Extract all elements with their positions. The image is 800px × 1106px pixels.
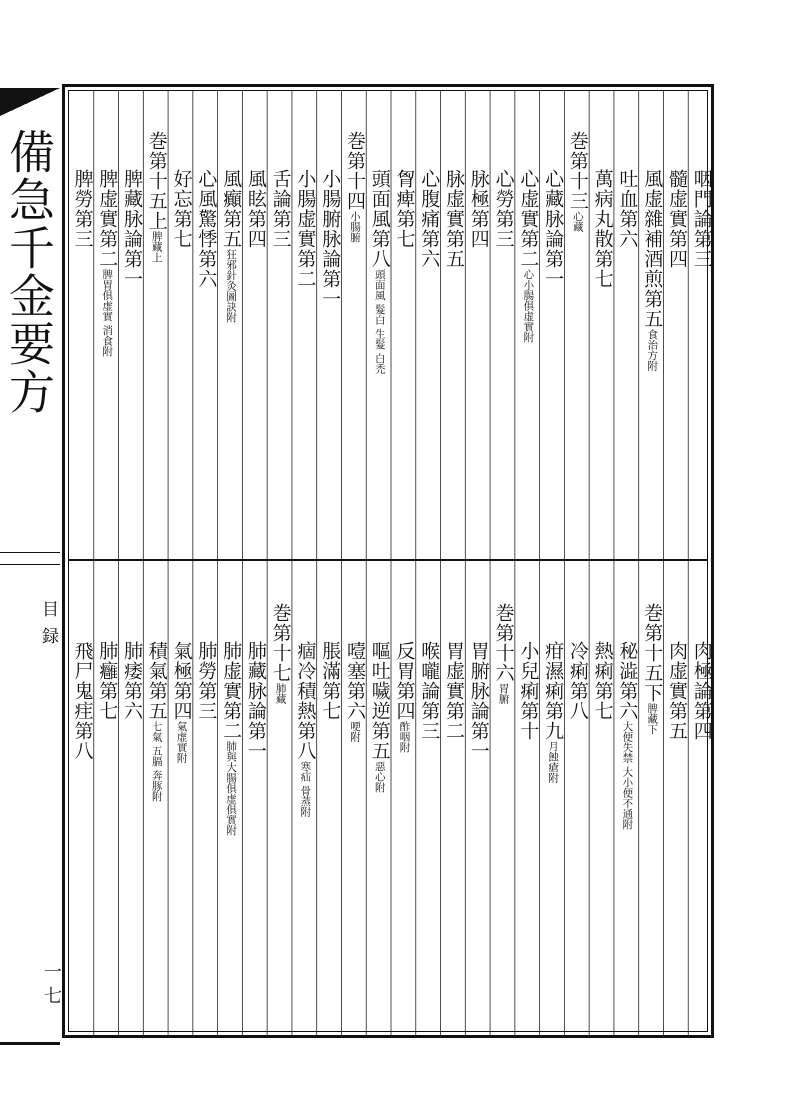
- entry-title: 心勞第三: [492, 169, 515, 249]
- toc-column: [515, 563, 540, 1037]
- entry-annotation: 氣虚實附: [175, 721, 188, 763]
- entry-title: 疳濕痢第九: [542, 641, 565, 741]
- toc-entry: [639, 169, 664, 371]
- toc-column: [565, 563, 590, 1037]
- toc-column: [70, 563, 95, 1037]
- entry-title: 冷痢第八: [566, 641, 589, 721]
- entry-title: 飛尸鬼疰第八: [71, 641, 94, 761]
- entry-title: 脾虚實第二: [96, 169, 119, 269]
- toc-column: [491, 91, 516, 557]
- toc-entry: [367, 169, 392, 374]
- toc-column: [664, 563, 689, 1037]
- toc-entry: [540, 169, 565, 289]
- toc-column: [515, 91, 540, 557]
- toc-column: [590, 563, 615, 1037]
- entry-title: 痼冷積熱第八: [294, 641, 317, 761]
- toc-column: [342, 91, 367, 557]
- entry-title: 心腹痛第六: [418, 169, 441, 269]
- entry-title: 巻第十七: [269, 603, 292, 683]
- toc-column: [639, 91, 664, 557]
- entry-title: 噎塞第六: [343, 641, 366, 721]
- toc-column: [441, 91, 466, 557]
- entry-title: 風虚雜補酒煎第五: [641, 169, 664, 329]
- toc-column: [94, 91, 119, 557]
- entry-title: 巻第十四: [343, 131, 366, 211]
- entry-title: 巻第十三: [566, 131, 589, 211]
- entry-title: 嘔吐噦逆第五: [368, 641, 391, 761]
- entry-annotation: 大便失禁 大小便不通附: [621, 721, 634, 830]
- entry-title: 脾藏脉論第一: [121, 169, 144, 289]
- toc-column: [292, 563, 317, 1037]
- toc-column: [590, 91, 615, 557]
- toc-entry: [664, 641, 689, 741]
- toc-column: [119, 91, 144, 557]
- toc-column: [689, 563, 714, 1037]
- toc-volume-heading: [144, 131, 169, 263]
- toc-entry: [317, 641, 342, 721]
- entry-title: 風癲第五: [220, 169, 243, 249]
- entry-title: 反胃第四: [393, 641, 416, 721]
- entry-title: 頭面風第八: [368, 169, 391, 269]
- toc-column: [243, 563, 268, 1037]
- toc-column: [664, 91, 689, 557]
- entry-annotation: 胃腑: [497, 683, 510, 704]
- toc-column: [94, 563, 119, 1037]
- toc-frame: [62, 84, 714, 1038]
- toc-column: [466, 563, 491, 1037]
- toc-column: [540, 563, 565, 1037]
- entry-annotation: 肺與大腸俱虚俱實附: [225, 741, 238, 836]
- toc-entry: [392, 641, 417, 753]
- toc-column: [317, 563, 342, 1037]
- toc-upper-register: [69, 91, 713, 557]
- entry-annotation: 哽附: [348, 721, 361, 742]
- toc-entry: [590, 641, 615, 721]
- entry-title: 風眩第四: [244, 169, 267, 249]
- entry-title: 氣極第四: [170, 641, 193, 721]
- entry-annotation: 食治方附: [646, 329, 659, 371]
- toc-entry: [565, 641, 590, 721]
- entry-title: 巻第十五上: [145, 131, 168, 231]
- toc-entry: [491, 169, 516, 249]
- toc-entry: [94, 641, 119, 721]
- toc-volume-heading: [639, 603, 664, 735]
- toc-entry: [268, 169, 293, 249]
- toc-column: [218, 91, 243, 557]
- entry-title: 肉虚實第五: [665, 641, 688, 741]
- entry-title: 胃虚實第二: [443, 641, 466, 741]
- toc-entry: [169, 641, 194, 763]
- toc-column: [392, 91, 417, 557]
- toc-column: [639, 563, 664, 1037]
- entry-title: 小兒痢第十: [517, 641, 540, 741]
- entry-annotation: 狂邪針灸圖訣附: [225, 249, 238, 323]
- toc-entry: [441, 169, 466, 269]
- entry-title: 好忘第七: [170, 169, 193, 249]
- toc-entry: [342, 641, 367, 742]
- toc-column: [292, 91, 317, 557]
- entry-annotation: 酢咽附: [398, 721, 411, 753]
- toc-entry: [218, 641, 243, 836]
- entry-title: 小腸虚實第二: [294, 169, 317, 289]
- entry-title: 肺癰第七: [96, 641, 119, 721]
- entry-title: 肺勞第三: [195, 641, 218, 721]
- toc-entry: [416, 169, 441, 269]
- toc-column: [268, 563, 293, 1037]
- entry-title: 脹滿第七: [319, 641, 342, 721]
- toc-entry: [367, 641, 392, 793]
- entry-title: 髓虚實第四: [665, 169, 688, 269]
- entry-title: 小腸腑脉論第一: [319, 169, 342, 309]
- toc-volume-heading: [342, 131, 367, 243]
- toc-entry: [614, 641, 639, 829]
- toc-column: [144, 91, 169, 557]
- toc-column: [169, 91, 194, 557]
- toc-column: [218, 563, 243, 1037]
- toc-entry: [119, 169, 144, 289]
- entry-title: 脉極第四: [467, 169, 490, 249]
- toc-entry: [144, 641, 169, 801]
- toc-column: [193, 91, 218, 557]
- toc-entry: [689, 169, 714, 269]
- margin-rule-lower: [0, 564, 60, 565]
- page-number: 一七: [41, 962, 62, 1010]
- margin-banner-mark: [0, 88, 60, 116]
- entry-annotation: 七氣 五膈 奔豚附: [150, 721, 163, 802]
- toc-entry: [169, 169, 194, 249]
- toc-entry: [119, 641, 144, 721]
- entry-annotation: 脾藏下: [646, 703, 659, 735]
- toc-lower-register: [69, 563, 713, 1037]
- toc-entry: [292, 641, 317, 817]
- toc-column: [342, 563, 367, 1037]
- toc-entry: [94, 169, 119, 356]
- toc-entry: [292, 169, 317, 289]
- toc-column: [367, 563, 392, 1037]
- entry-annotation: 寒疝 骨蒸附: [299, 761, 312, 817]
- toc-column: [416, 91, 441, 557]
- entry-title: 脾勞第三: [71, 169, 94, 249]
- toc-entry: [70, 641, 95, 761]
- entry-title: 心藏脉論第一: [542, 169, 565, 289]
- toc-column: [416, 563, 441, 1037]
- entry-title: 舌論第三: [269, 169, 292, 249]
- entry-annotation: 心小腸俱虚實附: [522, 269, 535, 343]
- toc-column: [193, 563, 218, 1037]
- toc-column: [70, 91, 95, 557]
- toc-column: [243, 91, 268, 557]
- entry-title: 喉嚨論第三: [418, 641, 441, 741]
- toc-entry: [416, 641, 441, 741]
- toc-column: [367, 91, 392, 557]
- toc-entry: [218, 169, 243, 323]
- toc-column: [317, 91, 342, 557]
- entry-title: 肺痿第六: [121, 641, 144, 721]
- entry-title: 巻第十六: [492, 603, 515, 683]
- section-label: 目録: [38, 600, 58, 654]
- toc-entry: [515, 169, 540, 343]
- entry-annotation: 頭面風 髮白 生髮 白禿: [373, 269, 386, 374]
- toc-entry: [515, 641, 540, 741]
- toc-entry: [193, 641, 218, 721]
- toc-column: [119, 563, 144, 1037]
- entry-title: 胃腑脉論第一: [467, 641, 490, 761]
- toc-entry: [689, 641, 714, 741]
- entry-title: 積氣第五: [145, 641, 168, 721]
- entry-title: 心虚實第二: [517, 169, 540, 269]
- entry-annotation: 惡心附: [373, 761, 386, 793]
- toc-entry: [193, 169, 218, 289]
- entry-annotation: 小腸腑: [348, 211, 361, 243]
- entry-annotation: 月蝕瘡附: [547, 741, 560, 783]
- entry-title: 巻第十五下: [641, 603, 664, 703]
- toc-column: [268, 91, 293, 557]
- entry-title: 吐血第六: [616, 169, 639, 249]
- entry-title: 萬病丸散第七: [591, 169, 614, 289]
- margin-bottom-bar: [0, 1042, 60, 1045]
- toc-entry: [441, 641, 466, 741]
- entry-title: 肉極論第四: [690, 641, 713, 741]
- toc-column: [689, 91, 714, 557]
- register-divider: [69, 559, 707, 561]
- entry-annotation: 心藏: [571, 211, 584, 232]
- entry-annotation: 脾胃俱虚實 消食附: [101, 269, 114, 357]
- entry-title: 脉虚實第五: [443, 169, 466, 269]
- toc-volume-heading: [565, 131, 590, 232]
- book-title: 備急千金要方: [2, 128, 56, 416]
- entry-title: 肺虚實第二: [220, 641, 243, 741]
- toc-entry: [590, 169, 615, 289]
- toc-column: [169, 563, 194, 1037]
- entry-title: 咽門論第三: [690, 169, 713, 269]
- toc-column: [144, 563, 169, 1037]
- entry-annotation: 脾藏上: [150, 231, 163, 263]
- toc-entry: [392, 169, 417, 249]
- toc-entry: [466, 169, 491, 249]
- toc-entry: [243, 169, 268, 249]
- toc-volume-heading: [268, 603, 293, 704]
- toc-entry: [614, 169, 639, 249]
- toc-column: [614, 91, 639, 557]
- toc-column: [565, 91, 590, 557]
- toc-column: [491, 563, 516, 1037]
- entry-title: 心風驚悸第六: [195, 169, 218, 289]
- toc-column: [466, 91, 491, 557]
- toc-column: [392, 563, 417, 1037]
- entry-title: 肺藏脉論第一: [244, 641, 267, 761]
- margin-rule-upper: [0, 552, 60, 553]
- toc-column: [614, 563, 639, 1037]
- toc-entry: [70, 169, 95, 249]
- entry-title: 胷痺第七: [393, 169, 416, 249]
- toc-column: [540, 91, 565, 557]
- toc-entry: [664, 169, 689, 269]
- entry-title: 秘澁第六: [616, 641, 639, 721]
- entry-annotation: 肺藏: [274, 683, 287, 704]
- toc-frame-inner: [68, 90, 713, 1032]
- toc-entry: [540, 641, 565, 783]
- toc-column: [441, 563, 466, 1037]
- entry-title: 熱痢第七: [591, 641, 614, 721]
- toc-entry: [466, 641, 491, 761]
- toc-entry: [317, 169, 342, 309]
- toc-entry: [243, 641, 268, 761]
- toc-volume-heading: [491, 603, 516, 704]
